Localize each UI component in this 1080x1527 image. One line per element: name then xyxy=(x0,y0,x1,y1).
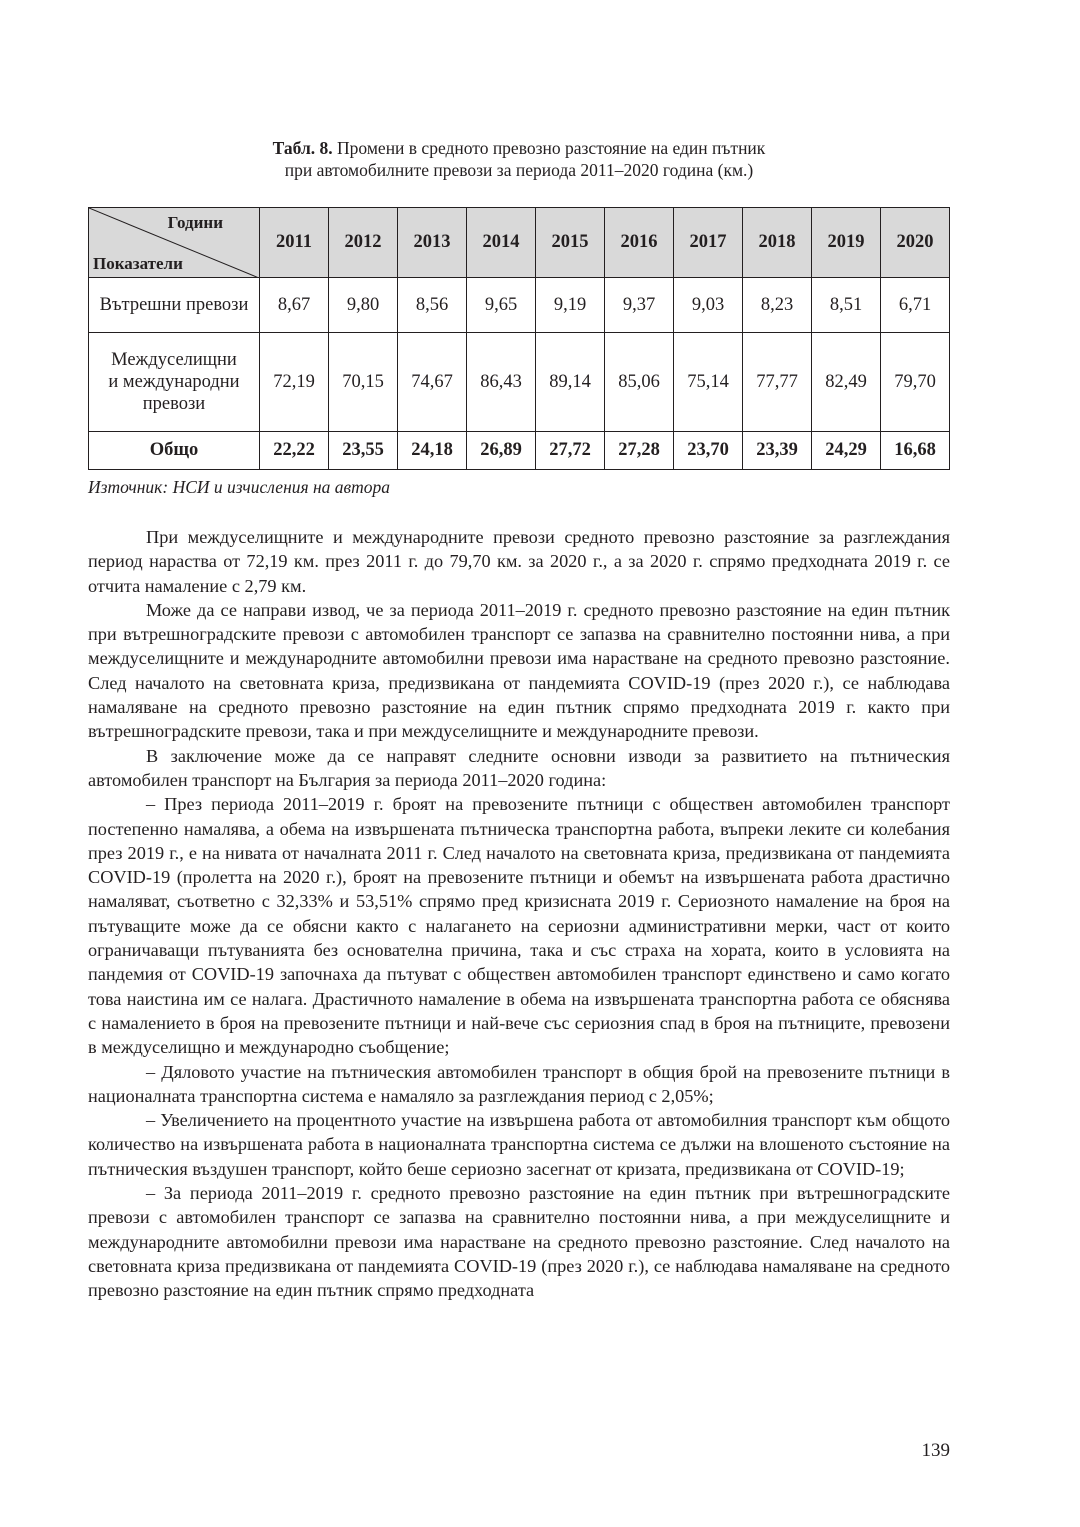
year-header: 2016 xyxy=(605,208,674,278)
row-label: Вътрешни превози xyxy=(89,278,260,333)
table-cell: 75,14 xyxy=(674,333,743,432)
table-cell: 24,29 xyxy=(812,432,881,470)
table-row xyxy=(89,278,950,333)
year-header: 2012 xyxy=(329,208,398,278)
table-row xyxy=(89,333,950,432)
caption-line2: при автомобилните превози за периода 2011–2020 година (км.) xyxy=(284,160,754,180)
table-cell: 9,03 xyxy=(674,278,743,333)
paragraph: В заключение може да се направят следните основни изводи за развитието на пътническия автомобилен транспорт на България за периода 2011–2020 година: xyxy=(88,745,950,790)
table-cell: 74,67 xyxy=(398,333,467,432)
year-header: 2020 xyxy=(881,208,950,278)
table-cell: 9,37 xyxy=(605,278,674,333)
year-header: 2018 xyxy=(743,208,812,278)
table-cell: 72,19 xyxy=(260,333,329,432)
paragraph: Може да се направи извод, че за периода 2011–2019 г. средното превозно разстояние на един пътник при вътрешноградските превози с автомобилен транспорт се запазва на сравнително постоянни нива, а при междуселищните и международните автомобилни превози има нарастване на средното превозно разстояние. След началото на световната криза, предизвикана от пандемията COVID-19 (през 2020 г.), се наблюдава намаляване на средното превозно разстояние на един пътник спрямо предходната 2019 г. както при вътрешноградските превози, така и при междуселищните и международните превози. xyxy=(88,599,950,742)
table-cell: 77,77 xyxy=(743,333,812,432)
body-text xyxy=(88,525,950,1303)
year-header: 2014 xyxy=(467,208,536,278)
table-cell: 8,67 xyxy=(260,278,329,333)
table-cell: 22,22 xyxy=(260,432,329,470)
paragraph: – За периода 2011–2019 г. средното превозно разстояние на един пътник при вътрешноградските превози с автомобилен транспорт се запазва на сравнително постоянни нива, а при междуселищните и международните автомобилни превози има нарастване на средното превозно разстояние. След началото на световната криза предизвикана от пандемията COVID-19 (през 2020 г.), се наблюдава намаляване на средното превозно разстояние на един пътник спрямо предходната xyxy=(88,1183,950,1301)
source-note: Източник: НСИ и изчисления на автора xyxy=(88,477,391,497)
table-cell: 24,18 xyxy=(398,432,467,470)
paragraph: При междуселищните и международните превози средното превозно разстояние за разглеждания период нараства от 72,19 км. през 2011 г. до 79,70 км. за 2020 г., а за 2020 г. спрямо предходната 2019 г. се отчита намаление с 2,79 км. xyxy=(88,527,950,596)
paragraph: – Дяловото участие на пътническия автомобилен транспорт в общия брой на превозените пътници в националната транспортна система е намаляло за разглеждания период с 2,05%; xyxy=(88,1061,950,1106)
table-cell: 16,68 xyxy=(881,432,950,470)
table-caption xyxy=(88,137,950,181)
row-label: Общо xyxy=(89,432,260,470)
table-cell: 82,49 xyxy=(812,333,881,432)
row-label-line: и международни xyxy=(108,372,240,392)
table-cell: 79,70 xyxy=(881,333,950,432)
table-cell: 86,43 xyxy=(467,333,536,432)
table-cell: 85,06 xyxy=(605,333,674,432)
table-total-row xyxy=(89,432,950,470)
page-number: 139 xyxy=(921,1440,950,1461)
table-cell: 23,55 xyxy=(329,432,398,470)
year-header: 2013 xyxy=(398,208,467,278)
table-cell: 8,23 xyxy=(743,278,812,333)
caption-line1: Промени в средното превозно разстояние на един пътник xyxy=(337,138,766,158)
year-header: 2019 xyxy=(812,208,881,278)
table-cell: 9,19 xyxy=(536,278,605,333)
table-cell: 89,14 xyxy=(536,333,605,432)
table-cell: 8,51 xyxy=(812,278,881,333)
corner-indicators-label: Показатели xyxy=(93,254,183,273)
header-corner-cell xyxy=(89,208,260,278)
year-header: 2011 xyxy=(260,208,329,278)
corner-years-label: Години xyxy=(167,213,223,232)
year-header: 2015 xyxy=(536,208,605,278)
distance-table xyxy=(88,207,950,470)
year-header: 2017 xyxy=(674,208,743,278)
caption-label: Табл. 8. xyxy=(272,138,333,158)
table-cell: 9,65 xyxy=(467,278,536,333)
table-cell: 8,56 xyxy=(398,278,467,333)
table-cell: 26,89 xyxy=(467,432,536,470)
row-label-line: Междуселищни xyxy=(111,350,237,370)
table-cell: 70,15 xyxy=(329,333,398,432)
row-label xyxy=(89,333,260,432)
table-cell: 9,80 xyxy=(329,278,398,333)
table-cell: 23,70 xyxy=(674,432,743,470)
table-cell: 27,72 xyxy=(536,432,605,470)
paragraph: – През периода 2011–2019 г. броят на превозените пътници с обществен автомобилен транспорт постепенно намалява, а обема на извършената пътническа транспортна работа, въпреки леките си колебания през 2019 г., е на нивата от началната 2011 г. След началото на световната криза, предизвикана от пандемията COVID-19 (пролетта на 2020 г.), броят на превозените пътници и обемът на извършената работа драстично намаляват, съответно с 32,33% и 53,51% спрямо пред кризисната 2019 г. Сериозното намаление на броя на пътуващите може да се обясни както с налагането на сериозни административни мерки, част от които ограничаващи пътуванията без основателна причина, така и със страха на хората, които в условията на пандемия от COVID-19 започнаха да пътуват с обществен автомобилен транспорт единствено и само когато това наистина им се налага. Драстичното намаление в обема на извършената транспортна работа се обяснява с намалението в броя на превозените пътници и най-вече със сериозния спад в броя на пътниците, превозени в междуселищно и международно съобщение; xyxy=(88,794,950,1058)
table-cell: 6,71 xyxy=(881,278,950,333)
paragraph: – Увеличението на процентното участие на извършена работа от автомобилния транспорт към общото количество на извършената работа в националната транспортна система се дължи на влошеното състояние на пътническия въздушен транспорт, който беше сериозно засегнат от кризата, предизвикана от COVID-19; xyxy=(88,1110,950,1179)
table-cell: 27,28 xyxy=(605,432,674,470)
table-cell: 23,39 xyxy=(743,432,812,470)
table-header-row xyxy=(89,208,950,278)
row-label-line: превози xyxy=(142,394,206,414)
